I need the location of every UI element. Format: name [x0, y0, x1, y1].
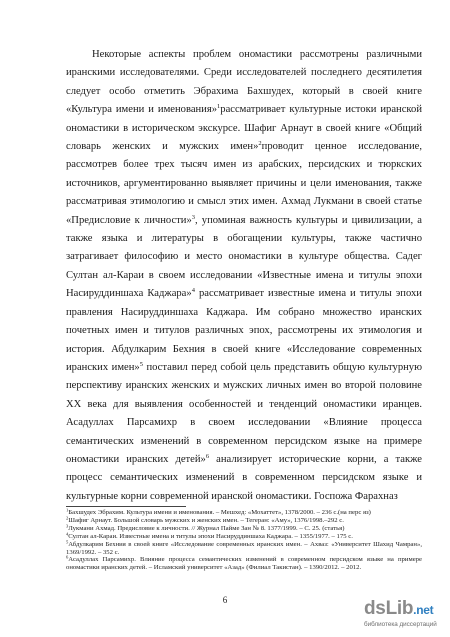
footnote-number: 5 — [66, 539, 69, 545]
footnote-number: 1 — [66, 507, 69, 513]
footnote — [66, 509, 422, 517]
footnote — [66, 517, 422, 525]
dslib-watermark — [364, 598, 446, 632]
footnote-ref: 6 — [205, 452, 210, 460]
footnote-text: Шафиг Арнаут. Большой словарь мужских и женских имен. – Тегеран: «Аму», 1376/1998.–292 с. — [68, 516, 344, 524]
footnote-text: Лукмани Ахмад. Предисловие к личности. // Журнал Пайме Зан № 8. 1377/1999. – С. 25. (статья) — [68, 524, 345, 532]
footnote-ref: 4 — [191, 287, 195, 295]
footnote-number: 2 — [66, 515, 69, 521]
watermark-tagline: библиотека диссертаций — [364, 621, 437, 628]
text-segment: рассматривает известные имена и титулы эпохи правления Насируддиншаха Каджара. Им собрано множество иранских почетных имен и титулов различных эпох, рассмотрены их этимология и история. Абдулкарим Бехния в своей книге «Исследование современных иранских имен» — [66, 288, 422, 373]
logo-text-dslib: dsLib — [364, 598, 414, 619]
footnote-text: Султан ал-Караи. Известные имена и титулы эпохи Насируддиншаха Каджара. – 1355/1977. – 175 с. — [68, 532, 353, 540]
body-paragraph — [66, 46, 422, 506]
footnote-number: 6 — [66, 554, 69, 560]
text-segment: поставил перед собой цель представить общую культурную перспективу иранских женских и мужских личных имен во второй половине ХХ века для выявления особенностей и тенденций ономастики иранцев. Асадуллах Парсамихр в своем исследовании «Влияние процесса семантических изменений в современном персидском языке на примере ономастики иранских детей» — [66, 361, 423, 465]
text-segment: , упоминая важность культуры и цивилизации, а также языка и литературы в обогащении культуры, также частично затрагивает философию и место ономастики в культуре общества. Садег Султан ал-Караи в своем исследовании «Известные имена и титулы эпохи Насируддиншаха Каджара» — [66, 214, 423, 300]
dslib-logo — [364, 598, 433, 621]
footnote — [66, 556, 422, 572]
footnote-separator — [66, 506, 186, 507]
footnote-ref: 5 — [139, 360, 143, 368]
page-number: 6 — [222, 595, 228, 605]
footnote-ref: 3 — [191, 213, 195, 221]
footnote-number: 4 — [66, 531, 69, 537]
text-segment: анализирует исторические корни, а также процесс семантических изменений в современном персидском языке и культурные корни современной иранской ономастики. Госпожа Фарахназ — [66, 453, 422, 502]
text-segment: проводит ценное исследование, рассмотрев более трех тысяч имен из арабских, персидских и тюркских источников, аргументированно выявляет причины и цели именования, также рассматривая этимологию и смысл этих имен. Ахмад Лукмани в своей статье «Предисловие к личности» — [66, 141, 423, 226]
footnote-number: 3 — [66, 523, 69, 529]
footnote — [66, 533, 422, 541]
logo-text-net: .net — [413, 603, 434, 617]
footnote-text: Асадуллах Парсамихр. Влияние процесса семантических изменений в современном персидском языке на примере ономастики иранских детей. – Исламский университет «Азад» (Филиал Такистан). – 1390/2012. – 2012. — [66, 556, 422, 572]
footnote-text: Абдулкарим Бехния в своей книге «Исследование современных иранских имен. – Ахваз: «Университет Шахид Чамран», 1369/1992. – 352 с. — [66, 540, 422, 556]
footnote-ref: 2 — [258, 140, 262, 148]
footnote-ref: 1 — [217, 103, 221, 111]
footnotes — [66, 509, 422, 572]
footnote — [66, 541, 422, 557]
main-text — [66, 46, 422, 506]
text-segment: рассматривает культурные истоки иранской ономастики в историческом экскурсе. Шафиг Арнаут в своей книге «Общий словарь женских и мужских имен» — [66, 104, 422, 153]
text-segment: Некоторые аспекты проблем ономастики рассмотрены различными иранскими исследователями. Среди исследователей последнего десятилетия следует особо отметить Эбрахима Бахшудех, который в своей книге «Культура имени и именования» — [66, 49, 422, 116]
footnote-text: Бахшудех Эбрахим. Культура имени и именования. – Мешхед: «Мохаттет», 1378/2000. – 236 с.(на перс яз) — [68, 509, 371, 516]
footnote — [66, 525, 422, 533]
